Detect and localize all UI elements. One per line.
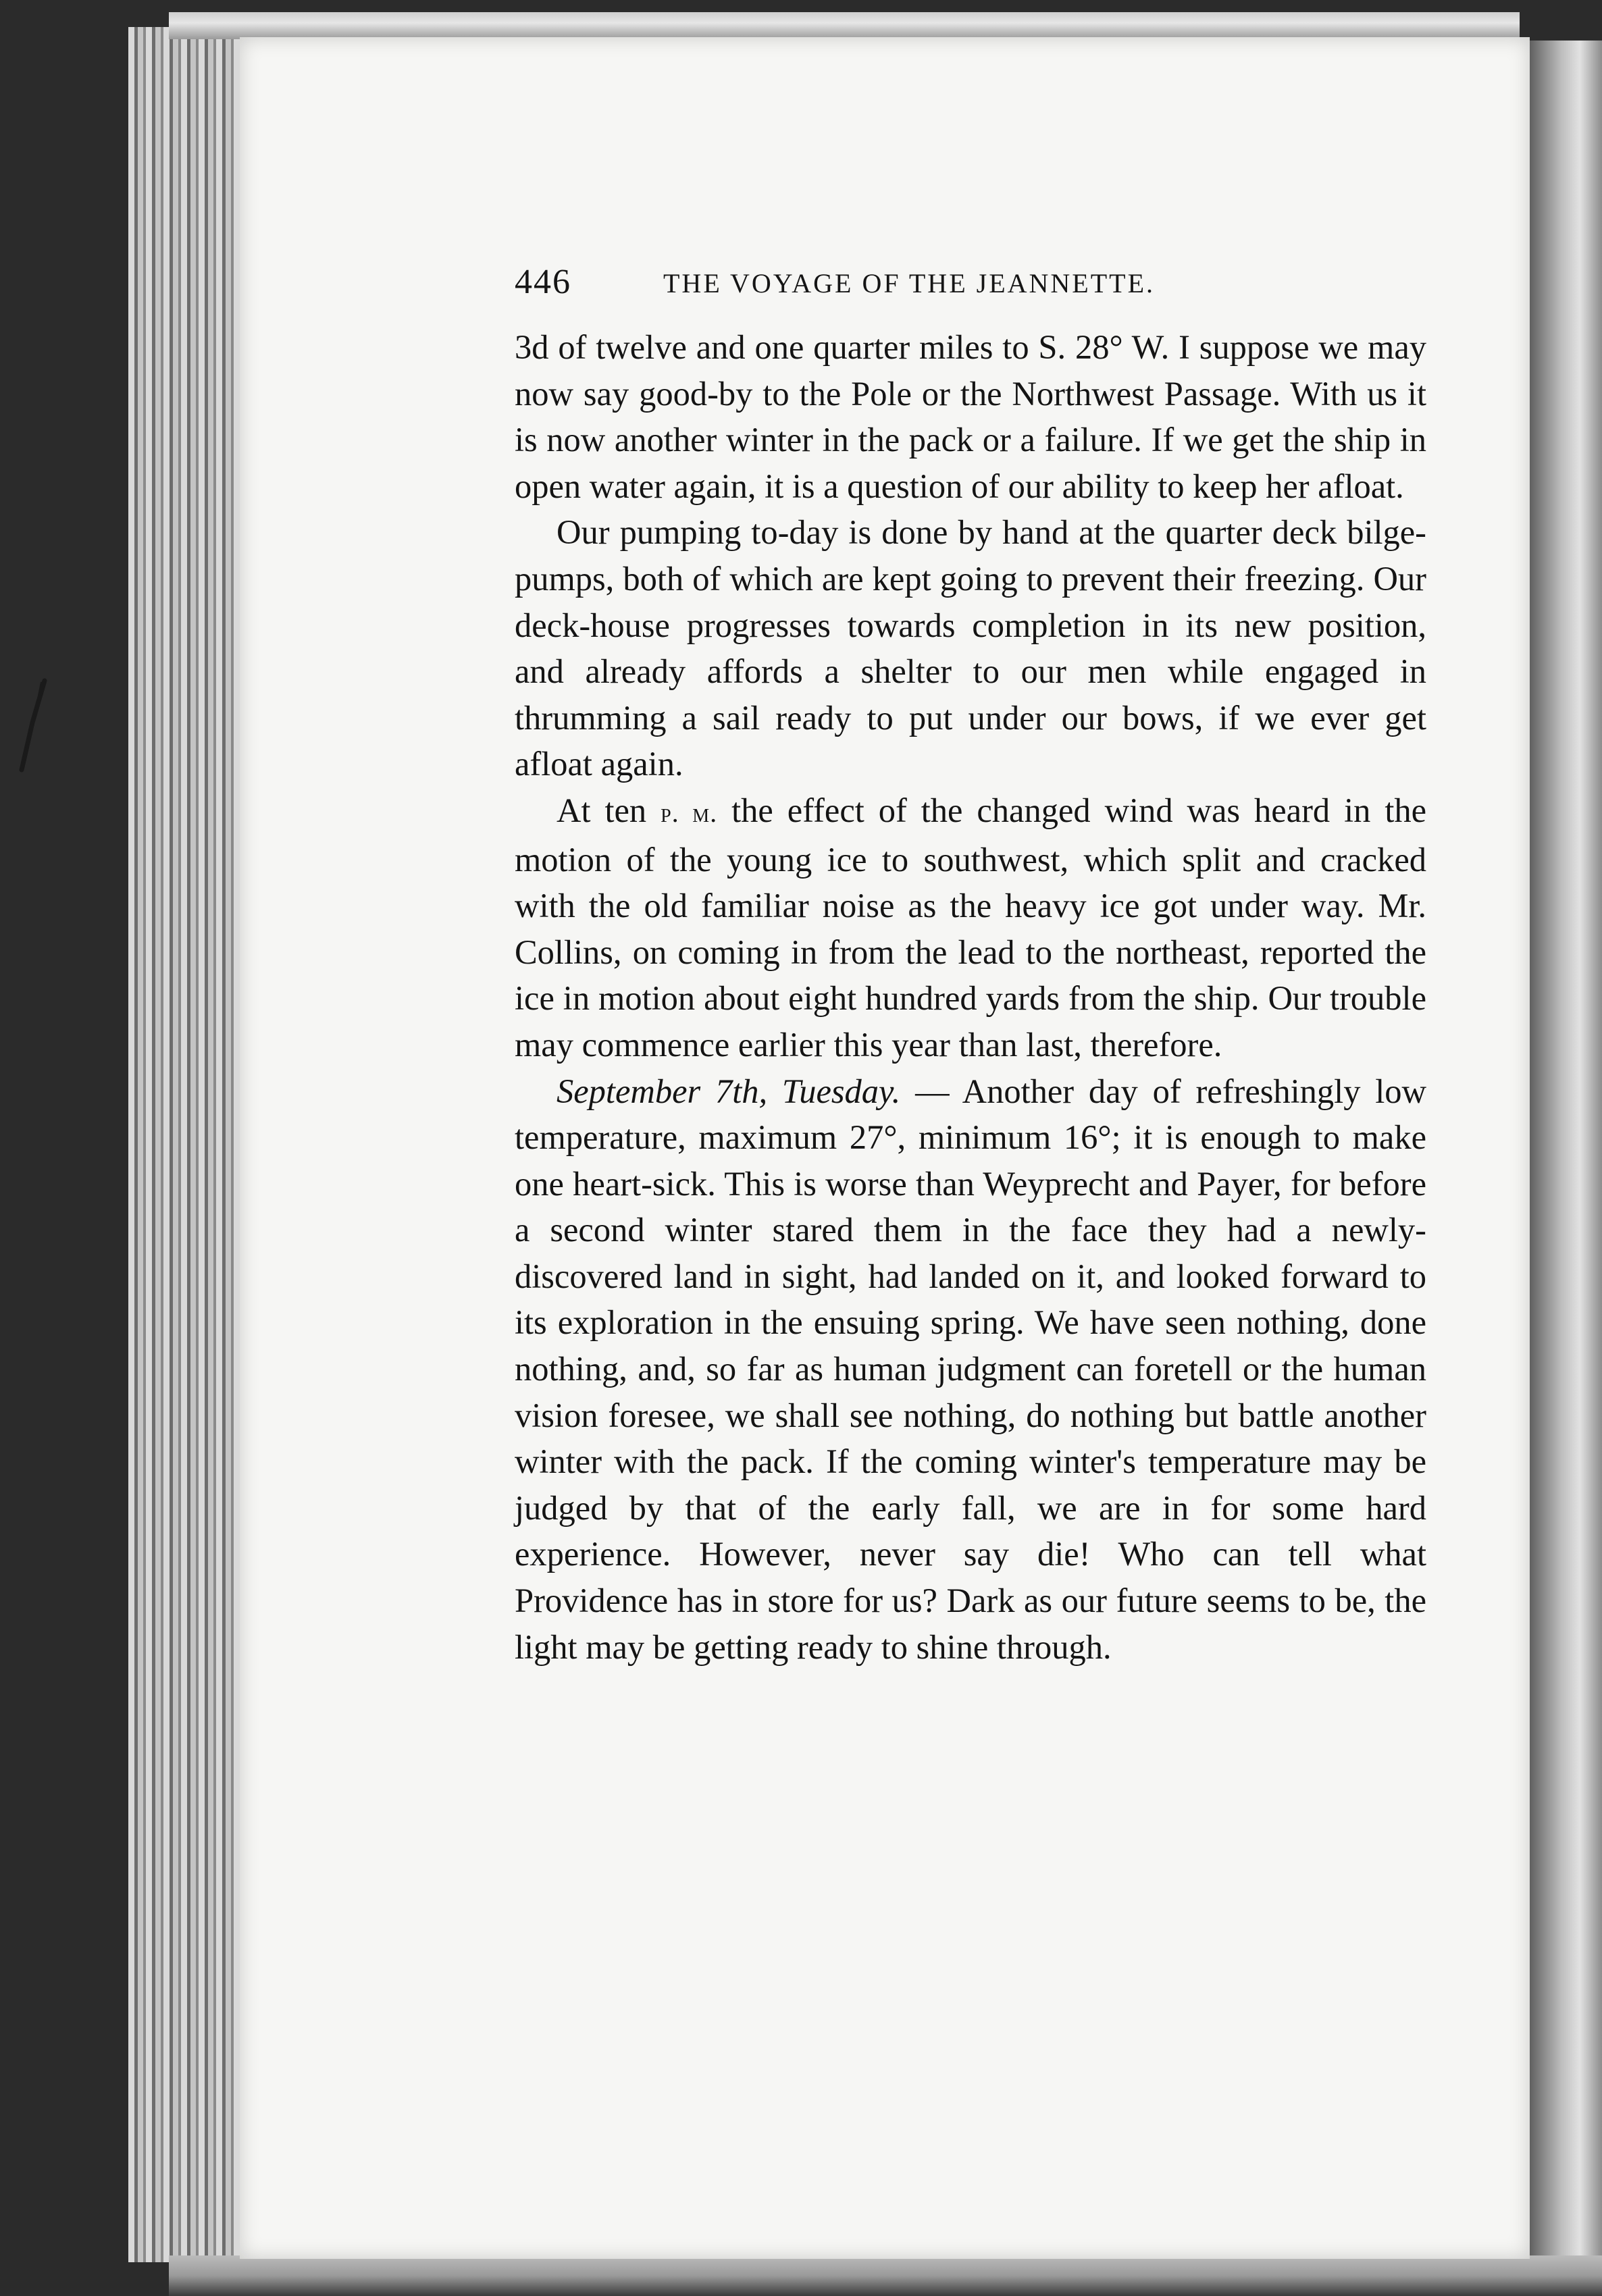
page-header bbox=[515, 262, 1420, 309]
page-edge-top bbox=[169, 12, 1520, 39]
pencil-mark-icon bbox=[12, 675, 53, 777]
time-pm: p. m. bbox=[661, 797, 718, 828]
page-edges-right bbox=[1528, 41, 1602, 2289]
paragraph-3 bbox=[515, 787, 1426, 1068]
page-number: 446 bbox=[515, 263, 571, 301]
journal-date: September 7th, Tuesday. bbox=[557, 1072, 901, 1110]
page-edge-bottom bbox=[169, 2255, 1602, 2296]
paragraph-4 bbox=[515, 1068, 1426, 1671]
paragraph-1: 3d of twelve and one quarter miles to S. 28° W. I suppose we may now say good-by to the Pole or the Northwest Passage. With us it is now another winter in the pack or a failure. If we get the ship in open water again, it is a question of our ability to keep her afloat. bbox=[515, 328, 1426, 505]
paragraph-2: Our pumping to-day is done by hand at the quarter deck bilge-pumps, both of which are kept going to prevent their freezing. Our deck-house progresses towards completion in its new position, and already affords a shelter to our men while engaged in thrumming a sail ready to put under our bows, if we ever get afloat again. bbox=[515, 513, 1426, 783]
paragraph-4-rest: — Another day of refreshingly low temperature, maximum 27°, minimum 16°; it is enough to make one heart-sick. This is worse than Weyprecht and Payer, for before a second winter stared them in the face they had a newly-discovered land in sight, had landed on it, and looked forward to its exploration in the ensuing spring. We have seen nothing, done nothing, and, so far as human judgment can foretell or the human vision foresee, we shall see nothing, do nothing but battle another winter with the pack. If the coming winter's temperature may be judged by that of the early fall, we are in for some hard experience. However, never say die! Who can tell what Providence has in store for us? Dark as our future seems to be, the light may be getting ready to shine through. bbox=[515, 1072, 1427, 1666]
paragraph-3-rest: the effect of the changed wind was heard in the motion of the young ice to southwest, which split and cracked with the old familiar noise as the heavy ice got under way. Mr. Collins, on coming in from the lead to the northeast, reported the ice in motion about eight hundred yards from the ship. Our trouble may commence earlier this year than last, therefore. bbox=[515, 791, 1427, 1064]
body-text bbox=[515, 324, 1426, 1670]
paragraph-3-start: At ten bbox=[557, 791, 647, 829]
running-head: THE VOYAGE OF THE JEANNETTE. bbox=[663, 268, 1156, 298]
